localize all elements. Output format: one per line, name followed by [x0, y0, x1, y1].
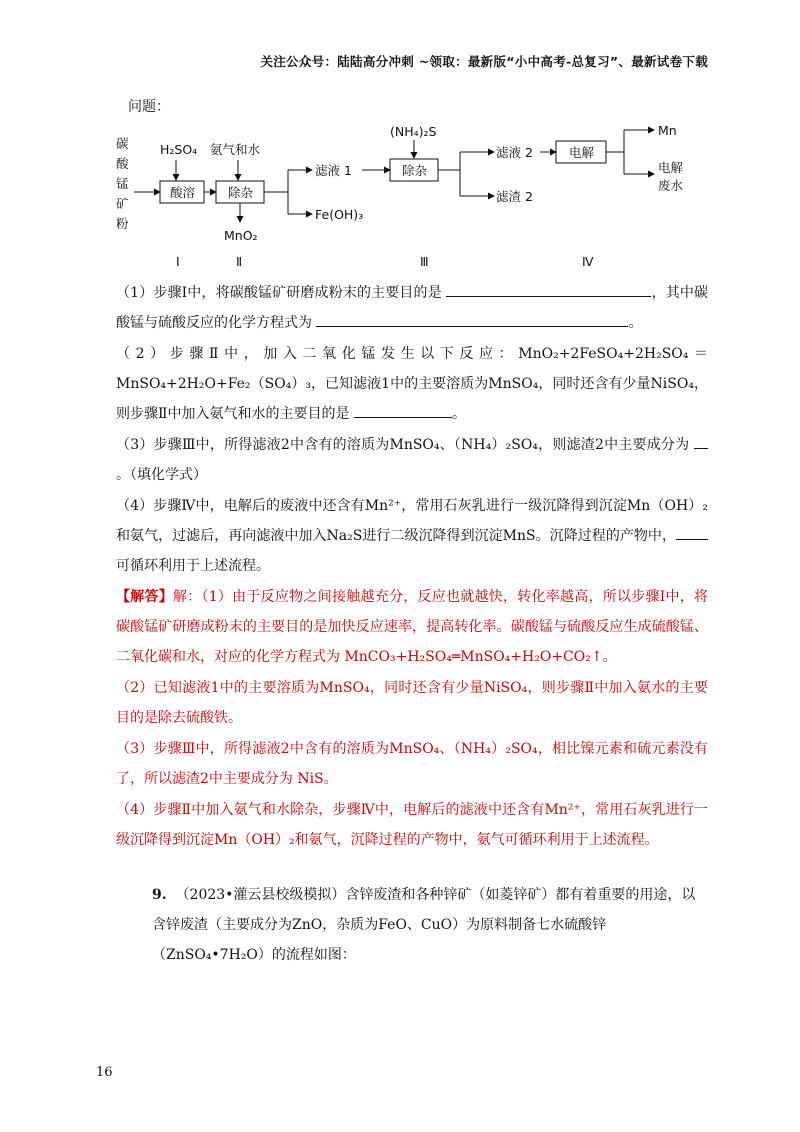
question-label: 问题： — [128, 99, 170, 115]
answer-blank[interactable] — [446, 280, 651, 297]
answer-blank[interactable] — [316, 310, 628, 327]
filtrate1-label: 滤液 1 — [315, 163, 352, 178]
acid-dissolve-label: 酸溶 — [170, 185, 196, 200]
answer-3: （3）步骤Ⅲ中，所得滤液2中含有的溶质为MnSO₄、（NH₄）₂SO₄，相比镍元素和硫元素没有了，所以滤渣2中主要成分为 NiS。 — [116, 741, 708, 787]
answer-blank[interactable] — [354, 401, 452, 418]
answer-blank[interactable] — [676, 523, 708, 540]
filtrate2-label: 滤液 2 — [496, 145, 533, 160]
waste-water-label: 废水 — [658, 178, 684, 193]
nh4-2s-label: (NH₄)₂S — [390, 124, 437, 139]
question-4: （4）步骤Ⅳ中，电解后的废液中还含有Mn²⁺，常用石灰乳进行一级沉降得到沉淀Mn（OH）₂和氨气，过滤后，再向滤液中加入Na₂S进行二级沉降得到沉淀MnS。沉降过程的产物中，可循环利用于上述流程。 — [116, 498, 708, 574]
mn-label: Mn — [658, 123, 677, 138]
question-body — [116, 278, 708, 856]
mno2-label: MnO₂ — [224, 228, 258, 243]
page-header: 关注公众号：陆陆高分冲刺 ~领取：最新版“小中高考-总复习”、最新试卷下载 — [260, 54, 708, 69]
step-label: Ⅳ — [582, 254, 594, 269]
step-label: Ⅰ — [176, 254, 180, 269]
process-flowchart — [100, 118, 720, 278]
feoh3-label: Fe(OH)₃ — [315, 207, 364, 222]
answer-blank[interactable] — [694, 432, 708, 449]
h2so4-label: H₂SO₄ — [160, 142, 198, 157]
waste-water-label: 电解 — [658, 160, 684, 175]
step-label: Ⅲ — [420, 254, 429, 269]
answer-2: （2）已知滤液1中的主要溶质为MnSO₄，同时还含有少量NiSO₄，则步骤Ⅱ中加入氨水的主要目的是除去硫酸铁。 — [116, 680, 708, 726]
question-9: 9. （2023•灌云县校级模拟）含锌废渣和各种锌矿（如菱锌矿）都有着重要的用途，以含锌废渣（主要成分为ZnO，杂质为FeO、CuO）为原料制备七水硫酸锌（ZnSO₄•7H₂O）的流程如图： — [152, 887, 696, 963]
answer-section — [116, 582, 708, 855]
answer-1: 【解答】解：（1）由于反应物之间接触越充分，反应也就越快，转化率越高，所以步骤Ⅰ中，将碳酸锰矿研磨成粉末的主要目的是加快反应速率，提高转化率。碳酸锰与硫酸反应生成硫酸锰、二氧化碳和水，对应的化学方程式为 MnCO₃+H₂SO₄═MnSO₄+H₂O+CO₂↑。 — [116, 589, 709, 665]
impurity-removal-label: 除杂 — [228, 185, 254, 200]
residue2-label: 滤渣 2 — [496, 189, 533, 204]
answer-label: 【解答】 — [116, 589, 174, 605]
question-2: （2）步骤Ⅱ中，加入二氧化锰发生以下反应：MnO₂+2FeSO₄+2H₂SO₄＝MnSO₄+2H₂O+Fe₂（SO₄）₃，已知滤液1中的主要溶质为MnSO₄，同时还含有少量NiSO₄，则步骤Ⅱ中加入氨气和水的主要目的是 。 — [116, 346, 708, 422]
answer-4: （4）步骤Ⅱ中加入氨气和水除杂，步骤Ⅳ中，电解后的滤液中还含有Mn²⁺，常用石灰乳进行一级沉降得到沉淀Mn（OH）₂和氨气，沉降过程的产物中，氨气可循环利用于上述流程。 — [116, 802, 708, 848]
page-number: 16 — [96, 1065, 113, 1080]
raw-material-char: 矿 — [116, 196, 129, 211]
raw-material-char: 碳 — [116, 136, 129, 151]
electrolysis-label: 电解 — [569, 145, 595, 160]
question-1: （1）步骤Ⅰ中，将碳酸锰矿研磨成粉末的主要目的是 ，其中碳酸锰与硫酸反应的化学方程式为 。 — [116, 278, 708, 338]
impurity-removal-label-2: 除杂 — [402, 163, 428, 178]
raw-material-char: 酸 — [116, 156, 129, 171]
question-number: 9. — [152, 887, 167, 903]
question-3: （3）步骤Ⅲ中，所得滤液2中含有的溶质为MnSO₄、（NH₄）₂SO₄，则滤渣2中主要成分为 。（填化学式） — [116, 430, 708, 490]
step-label: Ⅱ — [236, 254, 243, 269]
ammonia-water-label: 氨气和水 — [210, 142, 261, 157]
raw-material-char: 粉 — [116, 216, 129, 231]
raw-material-char: 锰 — [116, 176, 129, 191]
